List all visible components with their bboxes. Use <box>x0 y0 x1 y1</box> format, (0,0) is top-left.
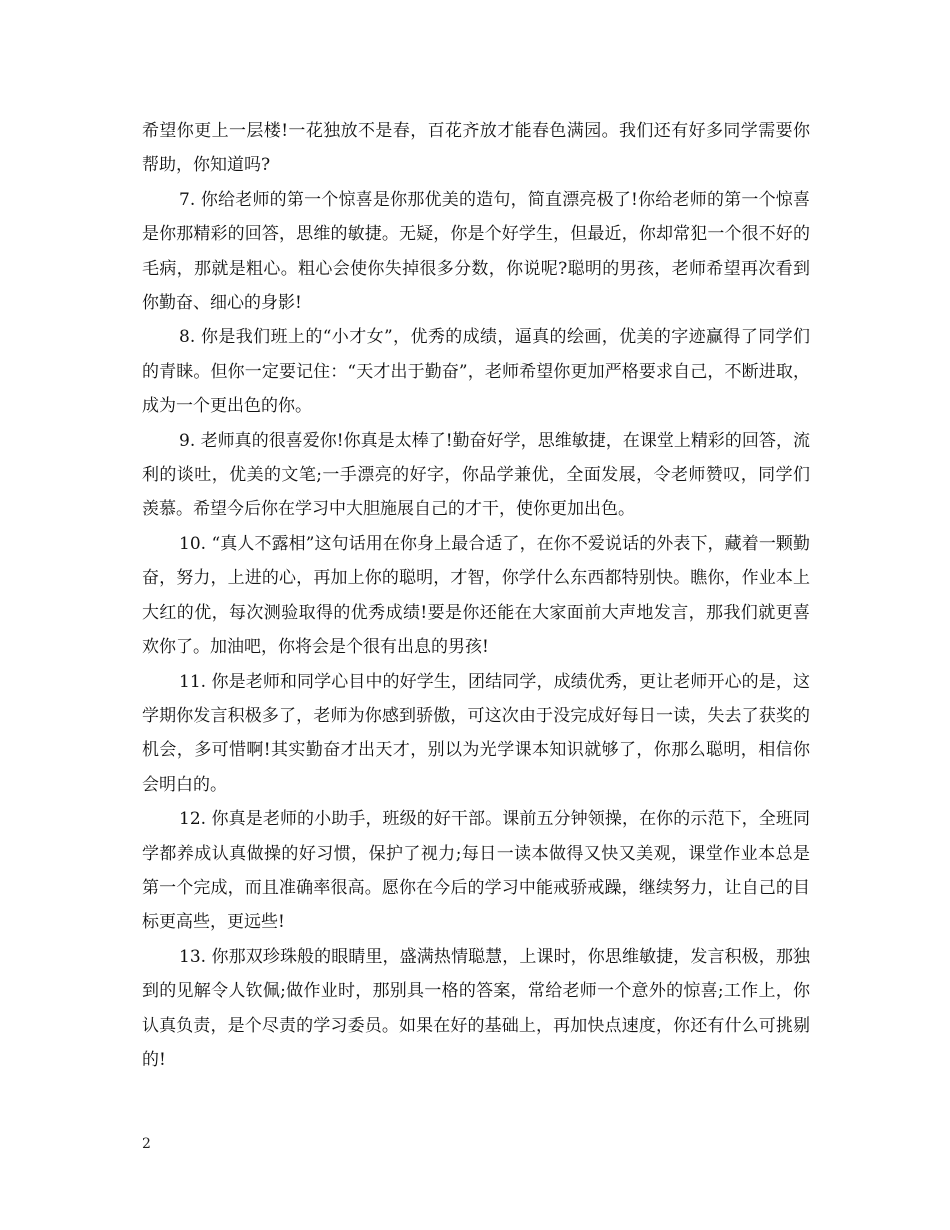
paragraph-item-8: 8. 你是我们班上的“小才女”，优秀的成绩，逼真的绘画，优美的字迹赢得了同学们的青睐。但你一定要记住：“天才出于勤奋”，老师希望你更加严格要求自己，不断进取，成为一个更出色的你。 <box>142 327 810 417</box>
paragraph-item-10: 10. “真人不露相”这句话用在你身上最合适了，在你不爱说话的外表下，藏着一颗勤奋，努力，上进的心，再加上你的聪明，才智，你学什么东西都特别快。瞧你，作业本上大红的优，每次测验取得的优秀成绩!要是你还能在大家面前大声地发言，那我们就更喜欢你了。加油吧，你将会是个很有出息的男孩! <box>142 533 810 658</box>
paragraph-item-12: 12. 你真是老师的小助手，班级的好干部。课前五分钟领操，在你的示范下，全班同学都养成认真做操的好习惯，保护了视力;每日一读本做得又快又美观，课堂作业本总是第一个完成，而且准确率很高。愿你在今后的学习中能戒骄戒躁，继续努力，让自己的目标更高些，更远些! <box>142 809 810 933</box>
paragraph-item-13: 13. 你那双珍珠般的眼睛里，盛满热情聪慧，上课时，你思维敏捷，发言积极，那独到的见解令人钦佩;做作业时，那别具一格的答案，常给老师一个意外的惊喜;工作上，你认真负责，是个尽责的学习委员。如果在好的基础上，再加快点速度，你还有什么可挑剔的! <box>142 946 810 1070</box>
paragraph-continuation: 希望你更上一层楼!一花独放不是春，百花齐放才能春色满园。我们还有好多同学需要你帮助，你知道吗? <box>142 121 810 176</box>
paragraph-item-11: 11. 你是老师和同学心目中的好学生，团结同学，成绩优秀，更让老师开心的是，这学期你发言积极多了，老师为你感到骄傲，可这次由于没完成好每日一读，失去了获奖的机会，多可惜啊!其实勤奋才出天才，别以为光学课本知识就够了，你那么聪明，相信你会明白的。 <box>142 671 810 795</box>
document-body <box>142 114 810 1077</box>
page-number: 2 <box>142 1136 151 1152</box>
paragraph-item-9: 9. 老师真的很喜爱你!你真是太棒了!勤奋好学，思维敏捷，在课堂上精彩的回答，流利的谈吐，优美的文笔;一手漂亮的好字，你品学兼优，全面发展，令老师赞叹，同学们羡慕。希望今后你在学习中大胆施展自己的才干，使你更加出色。 <box>142 430 810 520</box>
paragraph-item-7: 7. 你给老师的第一个惊喜是你那优美的造句，简直漂亮极了!你给老师的第一个惊喜是你那精彩的回答，思维的敏捷。无疑，你是个好学生，但最近，你却常犯一个很不好的毛病，那就是粗心。粗心会使你失掉很多分数，你说呢?聪明的男孩，老师希望再次看到你勤奋、细心的身影! <box>142 189 810 314</box>
